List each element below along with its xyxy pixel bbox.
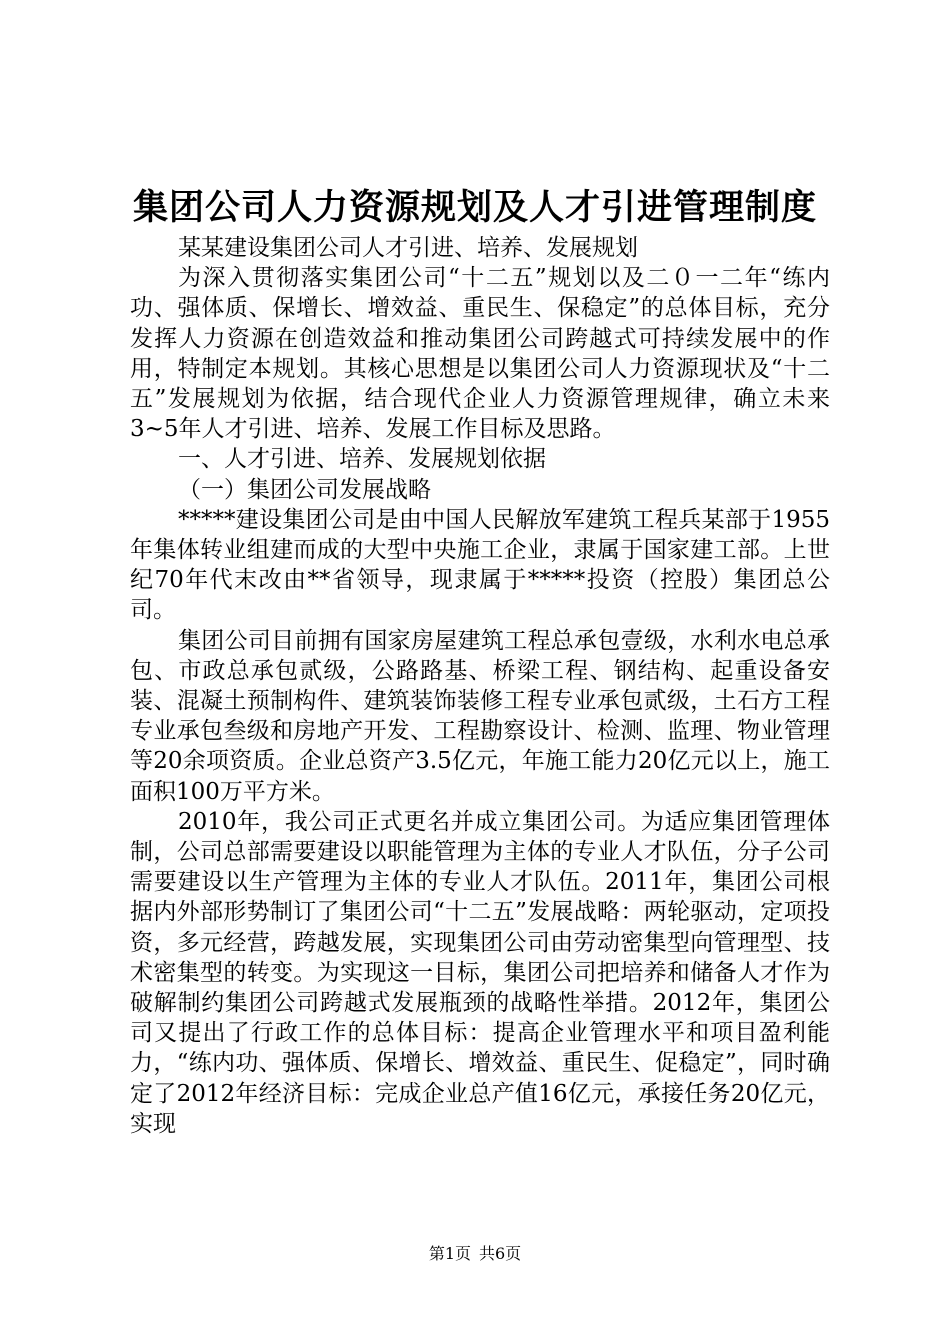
page-footer [0,1243,950,1265]
document-title: 集团公司人力资源规划及人才引进管理制度 [132,187,817,228]
qualifications-paragraph: 集团公司目前拥有国家房屋建筑工程总承包壹级，水利水电总承包、市政总承包贰级，公路路基、桥梁工程、钢结构、起重设备安装、混凝土预制构件、建筑装饰装修工程专业承包贰级，土石方工程专业承包叁级和房地产开发、工程勘察设计、检测、监理、物业管理等20余项资质。企业总资产3.5亿元，年施工能力20亿元以上，施工面积100万平方米。 [130,627,830,805]
section-heading: 一、人才引进、培养、发展规划依据 [178,446,546,473]
intro-paragraph: 为深入贯彻落实集团公司“十二五”规划以及二０一二年“练内功、强体质、保增长、增效益、重民生、保稳定”的总体目标，充分发挥人力资源在创造效益和推动集团公司跨越式可持续发展中的作用，特制定本规划。其核心思想是以集团公司人力资源现状及“十二五”发展规划为依据，结合现代企业人力资源管理规律，确立未来3~5年人才引进、培养、发展工作目标及思路。 [130,265,830,443]
history-paragraph: *****建设集团公司是由中国人民解放军建筑工程兵某部于1955年集体转业组建而成的大型中央施工企业，隶属于国家建工部。上世纪70年代末改由**省领导，现隶属于*****投资（控股）集团总公司。 [130,506,830,624]
subsection-heading: （一）集团公司发展战略 [178,476,431,503]
subtitle-paragraph: 某某建设集团公司人才引进、培养、发展规划 [178,235,638,261]
document-body [130,233,830,1139]
strategy-paragraph: 2010年，我公司正式更名并成立集团公司。为适应集团管理体制，公司总部需要建设以职能管理为主体的专业人才队伍，分子公司需要建设以生产管理为主体的专业人才队伍。2011年，集团公司根据内外部形势制订了集团公司“十二五”发展战略：两轮驱动，定项投资，多元经营，跨越发展，实现集团公司由劳动密集型向管理型、技术密集型的转变。为实现这一目标，集团公司把培养和储备人才作为破解制约集团公司跨越式发展瓶颈的战略性举措。2012年，集团公司又提出了行政工作的总体目标：提高企业管理水平和项目盈利能力，“练内功、强体质、保增长、增效益、重民生、促稳定”，同时确定了2012年经济目标：完成企业总产值16亿元，承接任务20亿元，实现 [130,808,830,1137]
page-total: 共6页 [479,1244,522,1263]
page-number: 第1页 [428,1244,471,1263]
